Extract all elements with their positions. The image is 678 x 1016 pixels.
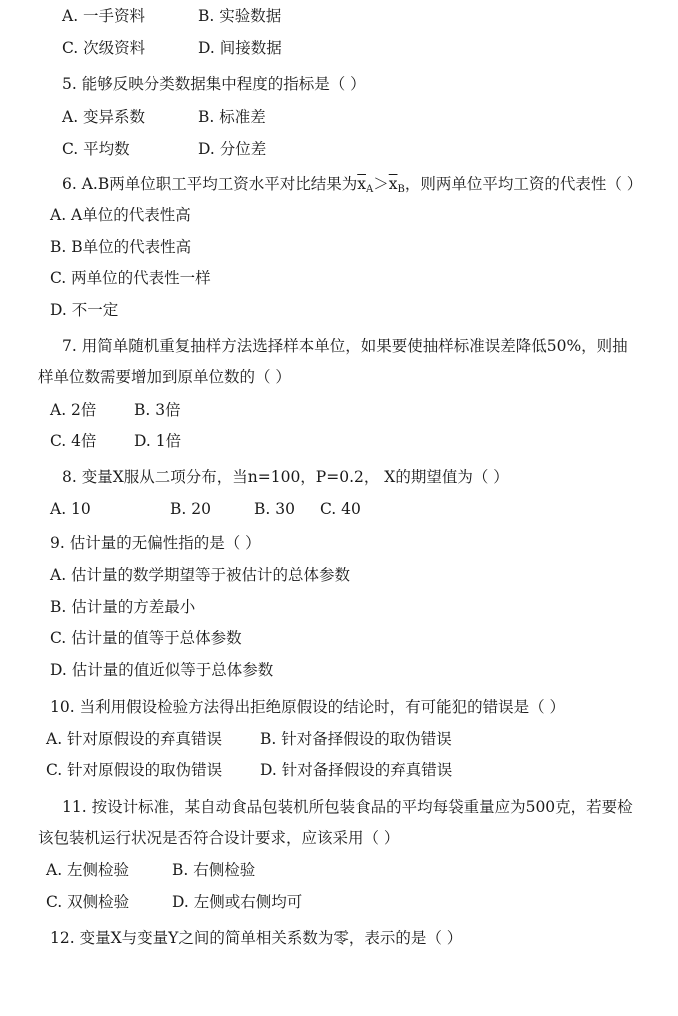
- q5-option-row-1: [62, 107, 266, 127]
- q4-option-d: D. 间接数据: [198, 39, 282, 57]
- q11-stem-line-1: 11. 按设计标准，某自动食品包装机所包装食品的平均每袋重量应为500克，若要检: [62, 798, 633, 816]
- q6-mean-a: $\overline{x}$: [357, 175, 366, 193]
- q7-option-c: C. 4倍: [50, 432, 97, 450]
- q6-sub-a: A: [365, 184, 374, 195]
- q4-option-a: A. 一手资料: [62, 7, 146, 25]
- q10-option-c: C. 针对原假设的取伪错误: [46, 761, 223, 779]
- q5-option-b: B. 标准差: [198, 108, 266, 126]
- q6-mean-b: $\overline{x}$: [388, 175, 398, 193]
- q10-stem: 10. 当利用假设检验方法得出拒绝原假设的结论时，有可能犯的错误是（ ）: [50, 698, 566, 716]
- q6-stem-part2: ，则两单位平均工资的代表性（ ）: [404, 175, 643, 193]
- q10-option-b: B. 针对备择假设的取伪错误: [260, 730, 452, 748]
- q5-option-row-2: [62, 139, 266, 159]
- q6-stem: [62, 174, 642, 200]
- q10-option-row-1: [46, 729, 452, 749]
- q10-option-d: D. 针对备择假设的弃真错误: [260, 761, 453, 779]
- q6-option-b: B. B单位的代表性高: [50, 238, 192, 256]
- q7-stem-line-2: 样单位数需要增加到原单位数的（ ）: [38, 368, 291, 386]
- q7-option-a: A. 2倍: [50, 401, 97, 419]
- q5-option-a: A. 变异系数: [62, 108, 146, 126]
- q11-stem-line-2: 该包装机运行状况是否符合设计要求，应该采用（ ）: [38, 829, 400, 847]
- q5-stem: 5. 能够反映分类数据集中程度的指标是（ ）: [62, 75, 366, 93]
- q7-option-d: D. 1倍: [134, 432, 182, 450]
- q8-option-c: B. 30: [254, 500, 295, 518]
- q11-option-b: B. 右侧检验: [172, 861, 256, 879]
- q4-option-c: C. 次级资料: [62, 39, 146, 57]
- q9-option-d: D. 估计量的值近似等于总体参数: [50, 661, 274, 679]
- q9-option-b: B. 估计量的方差最小: [50, 598, 196, 616]
- q9-option-a: A. 估计量的数学期望等于被估计的总体参数: [50, 566, 351, 584]
- q4-option-row-2: [62, 38, 282, 58]
- q11-option-a: A. 左侧检验: [46, 861, 130, 879]
- q8-option-b: B. 20: [170, 500, 211, 518]
- q6-option-a: A. A单位的代表性高: [50, 206, 191, 224]
- q8-option-d: C. 40: [320, 500, 361, 518]
- q8-option-a: A. 10: [50, 500, 91, 518]
- q10-option-a: A. 针对原假设的弃真错误: [46, 730, 223, 748]
- q11-option-c: C. 双侧检验: [46, 893, 130, 911]
- q6-sub-b: B: [397, 184, 405, 195]
- q9-option-c: C. 估计量的值等于总体参数: [50, 629, 242, 647]
- q4-option-row-1: [62, 6, 281, 26]
- q7-stem-line-1: 7. 用简单随机重复抽样方法选择样本单位，如果要使抽样标准误差降低50%，则抽: [62, 337, 628, 355]
- q9-stem: 9. 估计量的无偏性指的是（ ）: [50, 534, 261, 552]
- q11-option-row-1: [46, 860, 255, 880]
- q7-option-b: B. 3倍: [134, 401, 181, 419]
- q8-stem: 8. 变量X服从二项分布，当n=100，P=0.2， X的期望值为（ ）: [62, 468, 509, 486]
- q6-option-c: C. 两单位的代表性一样: [50, 269, 211, 287]
- q5-option-c: C. 平均数: [62, 140, 130, 158]
- q12-stem: 12. 变量X与变量Y之间的简单相关系数为零，表示的是（ ）: [50, 929, 463, 947]
- q4-option-b: B. 实验数据: [198, 7, 282, 25]
- q10-option-row-2: [46, 760, 452, 780]
- q5-option-d: D. 分位差: [198, 140, 267, 158]
- q7-option-row-1: [50, 400, 181, 420]
- q11-option-d: D. 左侧或右侧均可: [172, 893, 303, 911]
- q7-option-row-2: [50, 431, 181, 451]
- q6-stem-part1: 6. A.B两单位职工平均工资水平对比结果为: [62, 175, 358, 193]
- q6-greater-than: ＞: [373, 175, 389, 193]
- q6-option-d: D. 不一定: [50, 301, 119, 319]
- q8-options: [50, 499, 361, 519]
- q11-option-row-2: [46, 892, 302, 912]
